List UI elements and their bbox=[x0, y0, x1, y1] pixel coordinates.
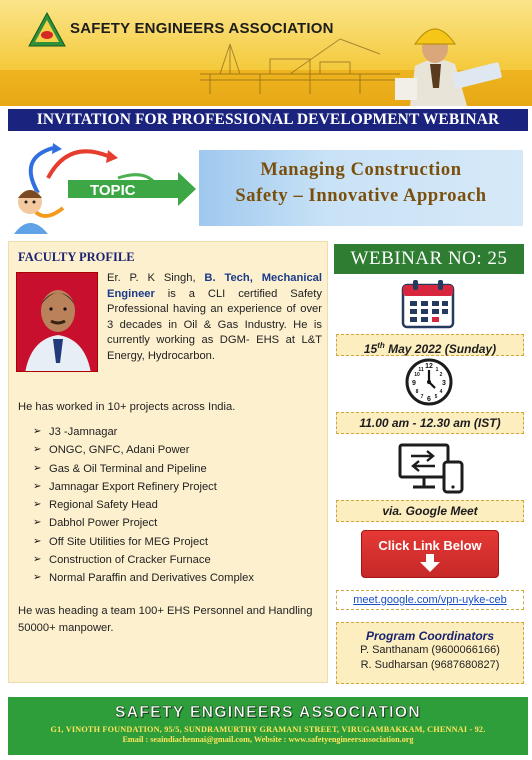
list-item: ➢ Construction of Cracker Furnace bbox=[33, 551, 254, 569]
list-item: ➢ Normal Paraffin and Derivatives Complex bbox=[33, 569, 254, 587]
arrow-bullet-icon: ➢ bbox=[33, 517, 42, 529]
list-item: ➢ Gas & Oil Terminal and Pipeline bbox=[33, 460, 254, 478]
arrow-down-icon bbox=[419, 554, 441, 572]
svg-text:7: 7 bbox=[420, 394, 424, 400]
arrow-bullet-icon: ➢ bbox=[33, 444, 42, 456]
arrow-bullet-icon: ➢ bbox=[33, 554, 42, 566]
svg-text:6: 6 bbox=[427, 396, 431, 403]
footer-address: G1, VINOTH FOUNDATION, 95/5, SUNDRAMURTHY GRAMANI STREET, VIRUGAMBAKKAM, CHENNAI - 92. bbox=[50, 725, 486, 734]
meeting-link-box bbox=[336, 590, 524, 610]
topic-title-box bbox=[199, 150, 523, 226]
svg-text:4: 4 bbox=[439, 389, 443, 395]
faculty-bio-text: is a CLI certified Safety Professional having an experience of over 3 decades in Oil & Gas Industry. He is currently working as DGM- EHS at L&T Energy, Hydrocarbon. bbox=[107, 287, 322, 362]
association-logo bbox=[28, 12, 66, 48]
svg-text:8: 8 bbox=[415, 389, 419, 395]
svg-text:1: 1 bbox=[435, 367, 439, 373]
webinar-number-badge: WEBINAR NO: 25 bbox=[334, 244, 524, 274]
svg-text:2: 2 bbox=[439, 372, 443, 378]
arrow-bullet-icon: ➢ bbox=[33, 426, 42, 437]
list-item: ➢ Dabhol Power Project bbox=[33, 514, 254, 532]
topic-badge: TOPIC bbox=[90, 182, 136, 199]
list-item: ➢ ONGC, GNFC, Adani Power bbox=[33, 441, 254, 459]
click-link-label: Click Link Below bbox=[378, 538, 482, 553]
svg-text:11: 11 bbox=[418, 367, 424, 373]
arrow-bullet-icon: ➢ bbox=[33, 499, 42, 511]
faculty-heading: FACULTY PROFILE bbox=[18, 250, 135, 264]
webinar-time: 11.00 am - 12.30 am (IST) bbox=[336, 412, 524, 434]
faculty-photo bbox=[16, 272, 98, 372]
faculty-profile-panel bbox=[8, 241, 328, 683]
projects-list bbox=[33, 423, 254, 588]
footer-contact: Email : seaindiachennai@gmail.com, Website : www.safetyengineersassociation.org bbox=[122, 735, 414, 744]
invitation-heading: INVITATION FOR PROFESSIONAL DEVELOPMENT WEBINAR bbox=[8, 109, 528, 131]
topic-title-line1: Managing Construction bbox=[260, 160, 462, 180]
topic-illustration bbox=[8, 138, 198, 234]
list-item: ➢ J3 -Jamnagar bbox=[33, 423, 254, 441]
click-link-button[interactable] bbox=[361, 530, 499, 578]
coordinators-box bbox=[336, 622, 524, 684]
list-item: ➢ Jamnagar Export Refinery Project bbox=[33, 478, 254, 496]
webinar-date: 15th May 2022 (Sunday) bbox=[336, 334, 524, 356]
arrow-bullet-icon: ➢ bbox=[33, 462, 42, 474]
arrow-bullet-icon: ➢ bbox=[33, 480, 42, 492]
topic-title-line2: Safety – Innovative Approach bbox=[235, 186, 487, 206]
list-item: ➢ Off Site Utilities for MEG Project bbox=[33, 533, 254, 551]
meeting-link[interactable]: meet.google.com/vpn-uyke-ceb bbox=[353, 594, 507, 606]
coordinator-2: R. Sudharsan (9687680827) bbox=[360, 659, 500, 671]
arrow-bullet-icon: ➢ bbox=[33, 572, 42, 584]
coordinator-1: P. Santhanam (9600066166) bbox=[360, 644, 500, 656]
faculty-name: Er. P. K Singh, bbox=[107, 272, 205, 284]
svg-text:5: 5 bbox=[434, 394, 438, 400]
calendar-icon bbox=[401, 279, 455, 329]
svg-text:3: 3 bbox=[442, 380, 446, 387]
webinar-platform: via. Google Meet bbox=[336, 500, 524, 522]
svg-text:12: 12 bbox=[425, 363, 433, 370]
devices-icon bbox=[397, 442, 465, 494]
footer-title: SAFETY ENGINEERS ASSOCIATION bbox=[115, 704, 421, 721]
org-title: SAFETY ENGINEERS ASSOCIATION bbox=[70, 20, 334, 37]
svg-text:10: 10 bbox=[414, 372, 420, 378]
projects-intro: He has worked in 10+ projects across India. bbox=[18, 401, 236, 413]
footer bbox=[8, 697, 528, 755]
arrow-bullet-icon: ➢ bbox=[33, 535, 42, 547]
svg-text:9: 9 bbox=[412, 380, 416, 387]
header-banner bbox=[0, 0, 532, 106]
faculty-closing-text: He was heading a team 100+ EHS Personnel and Handling 50000+ manpower. bbox=[18, 605, 313, 634]
engineer-illustration bbox=[355, 8, 515, 106]
list-item: ➢ Regional Safety Head bbox=[33, 496, 254, 514]
clock-icon bbox=[404, 357, 454, 407]
faculty-bio bbox=[107, 271, 322, 365]
faculty-qualification: B. Tech, Mechanical Engineer bbox=[107, 272, 323, 300]
coordinators-title: Program Coordinators bbox=[365, 629, 494, 643]
